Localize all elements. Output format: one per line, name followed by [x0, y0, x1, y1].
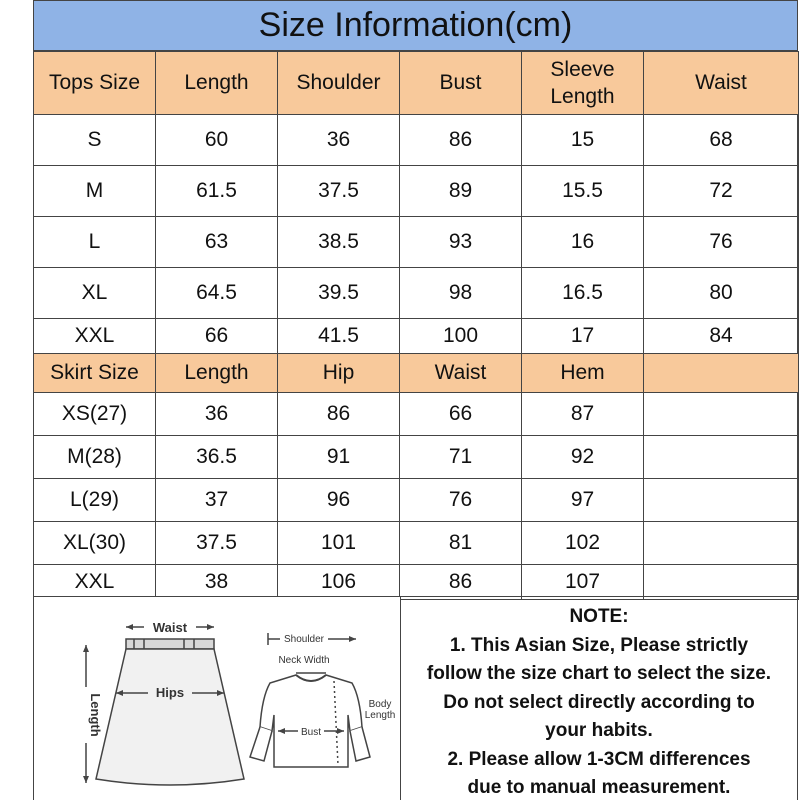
- table-cell: XL(30): [34, 522, 156, 565]
- table-cell: 97: [522, 479, 644, 522]
- table-cell: 37: [156, 479, 278, 522]
- skirt-header-cell: Length: [156, 354, 278, 393]
- top-bust-label: Bust: [300, 727, 322, 738]
- table-row: [34, 268, 799, 319]
- page-title: Size Information(cm): [33, 0, 798, 51]
- table-cell: 60: [156, 115, 278, 166]
- shirt-left-sleeve: [250, 727, 272, 761]
- skirt-header-cell: Skirt Size: [34, 354, 156, 393]
- skirt-header-cell: Hip: [278, 354, 400, 393]
- table-cell: 84: [644, 319, 799, 354]
- table-cell: 76: [644, 217, 799, 268]
- table-cell: L(29): [34, 479, 156, 522]
- table-cell: 38.5: [278, 217, 400, 268]
- table-cell: 61.5: [156, 166, 278, 217]
- top-shoulder-label: Shoulder: [283, 634, 325, 645]
- table-row: [34, 522, 799, 565]
- top-length-label: Length: [364, 710, 396, 721]
- table-cell: 72: [644, 166, 799, 217]
- arrow-left-icon: [126, 624, 133, 630]
- skirt-header-cell: [644, 354, 799, 393]
- table-cell: 36: [278, 115, 400, 166]
- table-cell: 96: [278, 479, 400, 522]
- table-cell: 80: [644, 268, 799, 319]
- table-cell: M(28): [34, 436, 156, 479]
- notes-line: due to manual measurement.: [467, 777, 731, 798]
- shirt-body: [260, 675, 362, 767]
- table-cell: 37.5: [156, 522, 278, 565]
- notes-panel: [401, 597, 797, 800]
- table-cell: 16: [522, 217, 644, 268]
- table-cell: 92: [522, 436, 644, 479]
- skirt-header-cell: Waist: [400, 354, 522, 393]
- table-cell: XL: [34, 268, 156, 319]
- table-cell: 39.5: [278, 268, 400, 319]
- table-row: [34, 565, 799, 600]
- table-row: [34, 479, 799, 522]
- table-cell: 36.5: [156, 436, 278, 479]
- table-row: [34, 319, 799, 354]
- arrow-right-icon: [349, 636, 356, 642]
- table-cell: 100: [400, 319, 522, 354]
- notes-line: 2. Please allow 1-3CM differences: [447, 748, 751, 770]
- tops-header-cell: Bust: [400, 52, 522, 115]
- table-cell: 15: [522, 115, 644, 166]
- arrow-up-icon: [83, 645, 89, 652]
- measurement-diagram: [34, 597, 401, 800]
- skirt-header-cell: Hem: [522, 354, 644, 393]
- table-cell: 87: [522, 393, 644, 436]
- skirt-body: [96, 649, 244, 785]
- table-cell: 63: [156, 217, 278, 268]
- table-cell: 86: [400, 565, 522, 600]
- table-cell: [644, 479, 799, 522]
- table-cell: XXL: [34, 565, 156, 600]
- skirt-illustration: [83, 624, 244, 785]
- table-cell: 86: [400, 115, 522, 166]
- table-cell: 41.5: [278, 319, 400, 354]
- table-cell: 71: [400, 436, 522, 479]
- tops-header-row: [34, 52, 799, 115]
- table-cell: 66: [400, 393, 522, 436]
- table-cell: [644, 522, 799, 565]
- table-cell: 107: [522, 565, 644, 600]
- size-table: [33, 51, 799, 600]
- notes-line: 1. This Asian Size, Please strictly: [449, 634, 749, 656]
- table-row: [34, 115, 799, 166]
- arrow-right-icon: [207, 624, 214, 630]
- table-row: [34, 166, 799, 217]
- table-cell: M: [34, 166, 156, 217]
- table-cell: 15.5: [522, 166, 644, 217]
- tops-header-cell: Tops Size: [34, 52, 156, 115]
- table-cell: 81: [400, 522, 522, 565]
- tops-header-cell: Shoulder: [278, 52, 400, 115]
- table-cell: 106: [278, 565, 400, 600]
- tops-header-cell: Length: [156, 52, 278, 115]
- table-cell: 91: [278, 436, 400, 479]
- table-cell: 37.5: [278, 166, 400, 217]
- tops-header-cell: [522, 52, 644, 115]
- table-cell: 93: [400, 217, 522, 268]
- notes-line: follow the size chart to select the size.: [426, 663, 772, 684]
- table-cell: 36: [156, 393, 278, 436]
- skirt-header-row: [34, 354, 799, 393]
- table-cell: L: [34, 217, 156, 268]
- top-neck-width-label: Neck Width: [278, 655, 330, 666]
- table-cell: 38: [156, 565, 278, 600]
- table-cell: 86: [278, 393, 400, 436]
- table-cell: 66: [156, 319, 278, 354]
- skirt-waist-label: Waist: [152, 620, 188, 635]
- top-illustration: [250, 633, 370, 767]
- notes-line: Do not select directly according to: [443, 691, 755, 713]
- shirt-right-sleeve: [350, 727, 370, 761]
- table-cell: 98: [400, 268, 522, 319]
- table-cell: 64.5: [156, 268, 278, 319]
- skirt-length-label: Length: [88, 693, 103, 737]
- table-cell: 68: [644, 115, 799, 166]
- top-body-label: Body: [368, 699, 392, 710]
- measurement-illustration: [34, 597, 400, 801]
- sleeve-length-label: Sleeve Length: [550, 57, 615, 108]
- table-cell: 101: [278, 522, 400, 565]
- table-cell: [644, 436, 799, 479]
- table-cell: XS(27): [34, 393, 156, 436]
- table-cell: 102: [522, 522, 644, 565]
- table-cell: 16.5: [522, 268, 644, 319]
- skirt-hips-label: Hips: [155, 685, 185, 700]
- table-cell: 76: [400, 479, 522, 522]
- table-cell: 17: [522, 319, 644, 354]
- table-row: [34, 217, 799, 268]
- table-cell: S: [34, 115, 156, 166]
- arrow-down-icon: [83, 776, 89, 783]
- table-cell: XXL: [34, 319, 156, 354]
- table-row: [34, 436, 799, 479]
- info-section: [33, 596, 798, 800]
- notes-line: your habits.: [545, 720, 653, 741]
- tops-header-cell: Waist: [644, 52, 799, 115]
- table-row: [34, 393, 799, 436]
- table-cell: [644, 393, 799, 436]
- table-cell: [644, 565, 799, 600]
- notes-heading: NOTE:: [569, 606, 629, 627]
- skirt-waistband: [126, 639, 214, 649]
- table-cell: 89: [400, 166, 522, 217]
